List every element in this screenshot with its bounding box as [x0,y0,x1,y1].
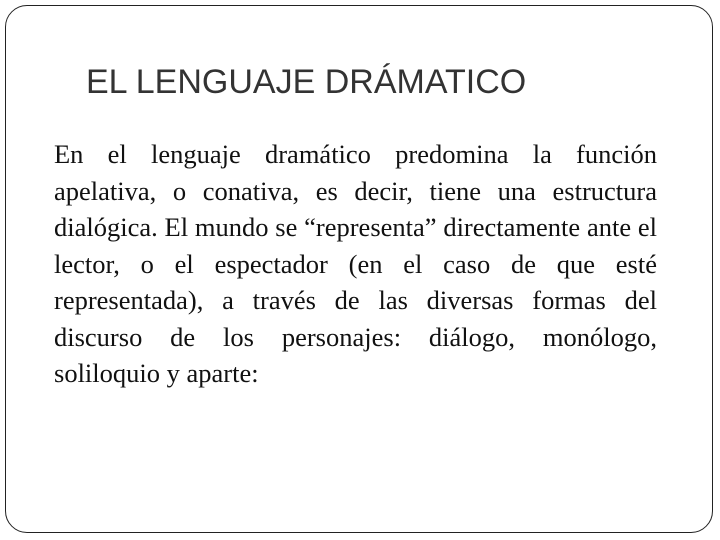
slide-body-text: En el lenguaje dramático predomina la función apelativa, o conativa, es decir, tiene una estructura dialógica. El mundo se “representa” directamente ante el lector, o el espectador (en el caso de que esté representada), a través de las diversas formas del discurso de los personajes: diálogo, monólogo, soliloquio y aparte: [54,139,657,388]
slide-frame [5,5,713,533]
slide-title: EL LENGUAJE DRÁMATICO [86,63,527,101]
